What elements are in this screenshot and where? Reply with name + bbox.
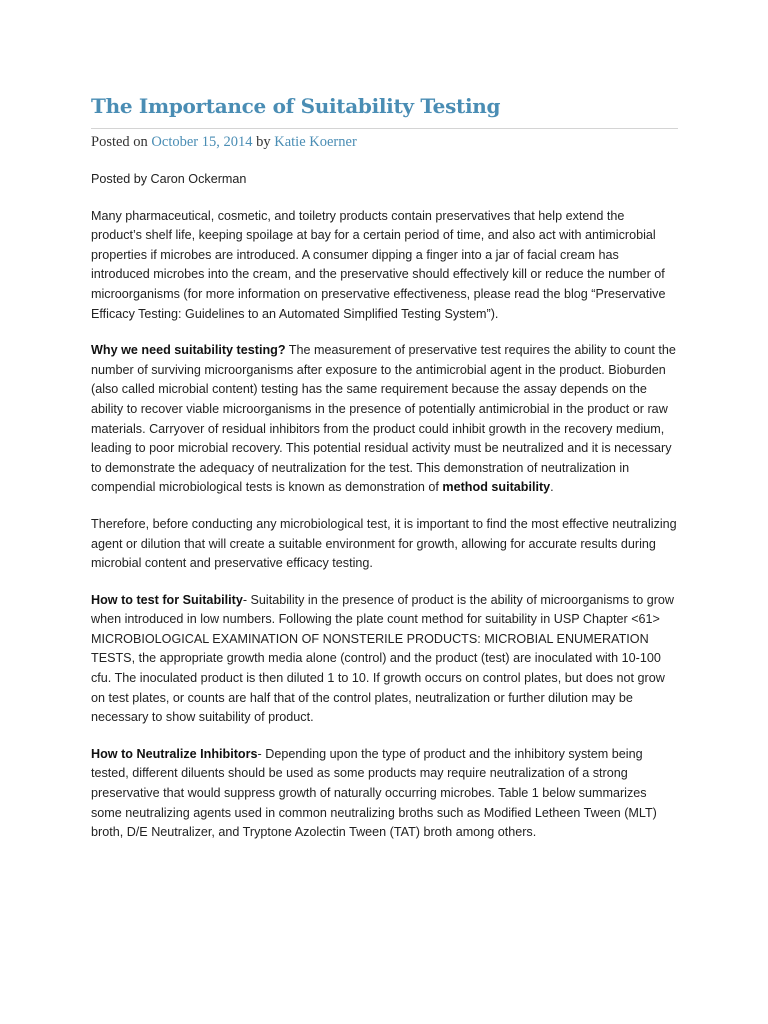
title-divider — [91, 128, 678, 129]
how-test-text: - Suitability in the presence of product is the ability of microorganisms to grow when introduced in low numbers. Following the plate count method for suitability in USP Chapter <61> MICROBIOLOGICAL EXAMINATION OF NONSTERILE PRODUCTS: MICROBIAL ENUMERATION TESTS, the appropriate growth media alone (control) and the product (test) are inoculated with 10-100 cfu. The inoculated product is then diluted 1 to 10. If growth occurs on control plates, but does not grow on test plates, or counts are half that of the control plates, neutralization or further dilution may be necessary to show suitability of product. — [91, 592, 675, 725]
therefore-paragraph: Therefore, before conducting any microbiological test, it is important to find the most effective neutralizing agent or dilution that will create a suitable environment for growth, allowing for accurate results during microbial content and preservative efficacy testing. — [91, 516, 677, 571]
why-text: The measurement of preservative test requires the ability to count the number of surviving microorganisms after exposure to the antimicrobial agent in the product. Bioburden (also called microbial content) testing has the same requirement because the assay depends on the ability to recover viable microorganisms in the presence of potentially antimicrobial in the product or raw materials. Carryover of residual inhibitors from the product could inhibit growth in the recovery medium, leading to poor microbial recovery. This potential residual activity must be neutralized and it is necessary to demonstrate the adequacy of neutralization for the test. This demonstration of neutralization in compendial microbiological tests is known as demonstration of — [91, 343, 676, 495]
how-test-heading: How to test for Suitability — [91, 592, 243, 607]
how-neutralize-paragraph — [91, 745, 678, 843]
post-date-link[interactable]: October 15, 2014 — [151, 134, 253, 150]
by-label: by — [256, 134, 271, 150]
why-paragraph — [91, 341, 678, 498]
how-neutralize-heading: How to Neutralize Inhibitors — [91, 746, 258, 761]
how-test-paragraph — [91, 591, 678, 728]
post-content — [91, 170, 678, 843]
blog-post — [91, 92, 678, 843]
posted-on-label: Posted on — [91, 134, 148, 150]
post-title[interactable]: The Importance of Suitability Testing — [91, 94, 501, 118]
why-heading: Why we need suitability testing? — [91, 343, 286, 358]
byline: Posted by Caron Ockerman — [91, 172, 247, 186]
intro-paragraph: Many pharmaceutical, cosmetic, and toiletry products contain preservatives that help extend the product’s shelf life, keeping spoilage at bay for a certain period of time, and also act with antimicrobial properties if microbes are introduced. A consumer dipping a finger into a jar of facial cream has introduced microbes into the cream, and the preservative should effectively kill or reduce the number of microorganisms (for more information on preservative effectiveness, please read the blog “Preservative Efficacy Testing: Guidelines to an Automated Simplified Testing System”). — [91, 208, 666, 321]
method-suitability-term: method suitability — [442, 480, 551, 495]
why-end: . — [550, 480, 554, 495]
how-neutralize-text: - Depending upon the type of product and the inhibitory system being tested, different diluents should be used as some products may require neutralization of a strong preservative that would suppress growth of naturally occurring microbes. Table 1 below summarizes some neutralizing agents used in common neutralizing broths such as Modified Letheen Tween (MLT) broth, D/E Neutralizer, and Tryptone Azolectin Tween (TAT) broth among others. — [91, 746, 657, 840]
author-link[interactable]: Katie Koerner — [274, 134, 357, 150]
post-meta — [91, 133, 678, 151]
